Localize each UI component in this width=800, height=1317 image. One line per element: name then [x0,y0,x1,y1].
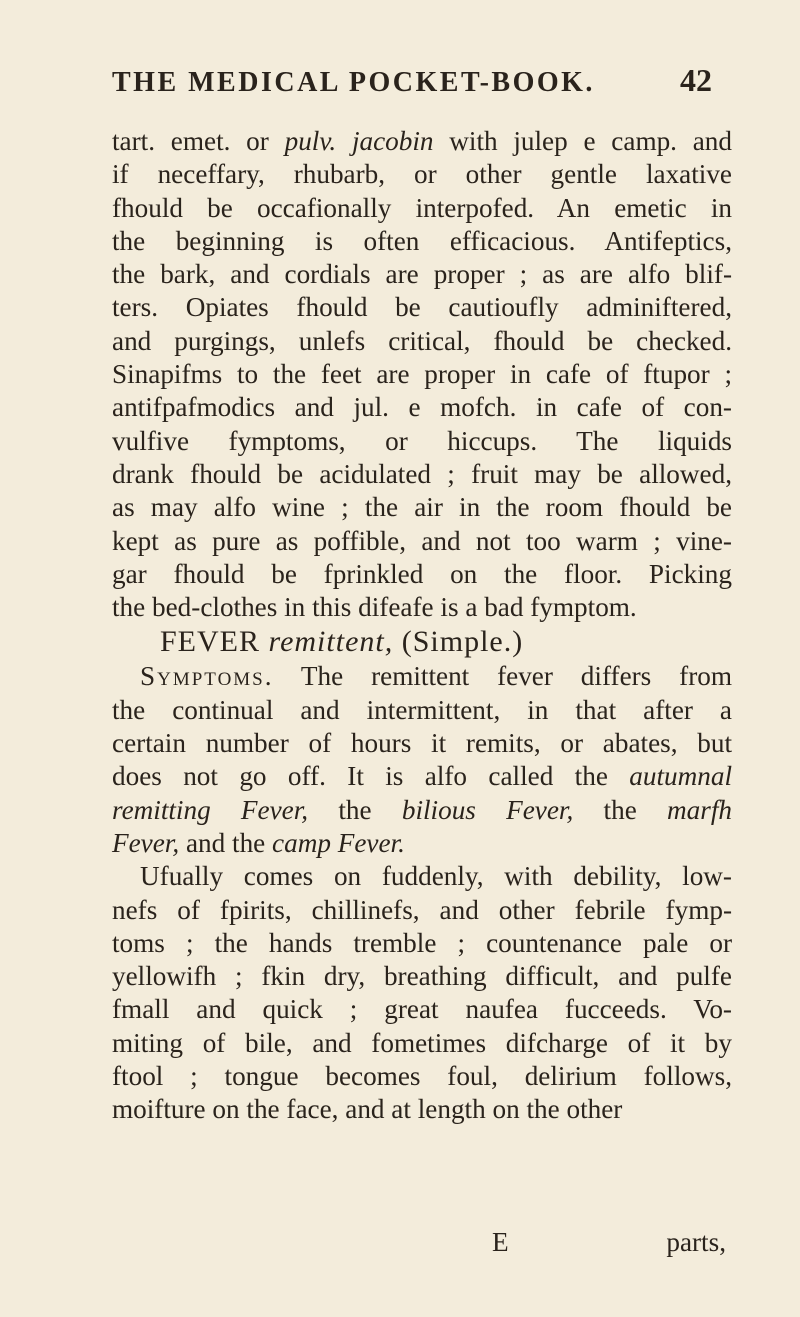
text-line: miting of bile, and fometimes difcharge of it by [112,1027,732,1058]
text-line: ters. Opiates fhould be cautioufly adminiftered, [112,292,732,323]
page-footer [112,1225,732,1259]
catchword: parts, [666,1227,726,1257]
text-line: moifture on the face, and at length on the other [112,1094,623,1125]
running-header [112,62,712,99]
italic-term: remitting Fever, [112,794,309,825]
text-line: certain number of hours it remits, or abates, but [112,728,732,759]
heading-qualifier: remittent, [268,625,394,659]
text-line: nefs of fpirits, chillinefs, and other febrile fymp- [112,894,732,925]
body-text [112,125,732,1127]
text-line: if neceffary, rhubarb, or other gentle laxative [112,159,732,190]
text-line: Fever, and the camp Fever. [112,827,405,858]
italic-term: autumnal [629,761,732,792]
heading-title: FEVER [160,625,261,659]
text-line: Symptoms. The remittent fever differs from [140,661,732,692]
text-line: tart. emet. or pulv. jacobin with julep e camp. and [112,126,732,156]
text-line: drank fhould be acidulated ; fruit may be allowed, [112,458,732,489]
text-line: Sinapifms to the feet are proper in cafe of ftupor ; [112,359,732,390]
heading-note: (Simple.) [401,625,524,659]
text-line: antifpafmodics and jul. e mofch. in cafe of con- [112,392,732,423]
page-number: 42 [680,62,712,98]
text-line: gar fhould be fprinkled on the floor. Picking [112,558,732,589]
text-line: ftool ; tongue becomes foul, delirium follows, [112,1061,732,1092]
text-line: fhould be occafionally interpofed. An emetic in [112,192,732,223]
paragraph-symptoms [112,660,732,860]
italic-term: pulv. jacobin [284,126,434,156]
italic-term: marfh [667,794,732,825]
text-line: Ufually comes on fuddenly, with debility, low- [140,861,732,892]
text-line: does not go off. It is alfo called the autumnal [112,761,732,792]
paragraph-description [112,860,732,1126]
symptoms-lead: Symptoms. [140,661,274,692]
paragraph-treatment [112,125,732,624]
text-line: vulfive fymptoms, or hiccups. The liquids [112,425,732,456]
italic-term: bilious Fever, [401,794,574,825]
section-heading [112,624,732,660]
italic-term: Fever, [112,827,180,858]
text-line: the bark, and cordials are proper ; as are alfo blif- [112,259,732,290]
text-line: kept as pure as poffible, and not too warm ; vine- [112,525,732,556]
text-line: the beginning is often efficacious. Antifeptics, [112,225,732,256]
text-line: and purgings, unlefs critical, fhould be checked. [112,325,732,356]
italic-term: camp Fever. [272,827,405,858]
text-line: fmall and quick ; great naufea fucceeds. Vo- [112,994,732,1025]
text-line: yellowifh ; fkin dry, breathing difficult, and pulfe [112,961,732,992]
text-line: toms ; the hands tremble ; countenance pale or [112,927,732,958]
signature-mark: E [492,1227,509,1257]
text-line: remitting Fever, the bilious Fever, the marfh [112,794,732,825]
text-line: as may alfo wine ; the air in the room fhould be [112,492,732,523]
running-title: THE MEDICAL POCKET-BOOK. [112,67,595,98]
text-line: the continual and intermittent, in that after a [112,694,732,725]
text-line: the bed-clothes in this difeafe is a bad fymptom. [112,592,637,623]
